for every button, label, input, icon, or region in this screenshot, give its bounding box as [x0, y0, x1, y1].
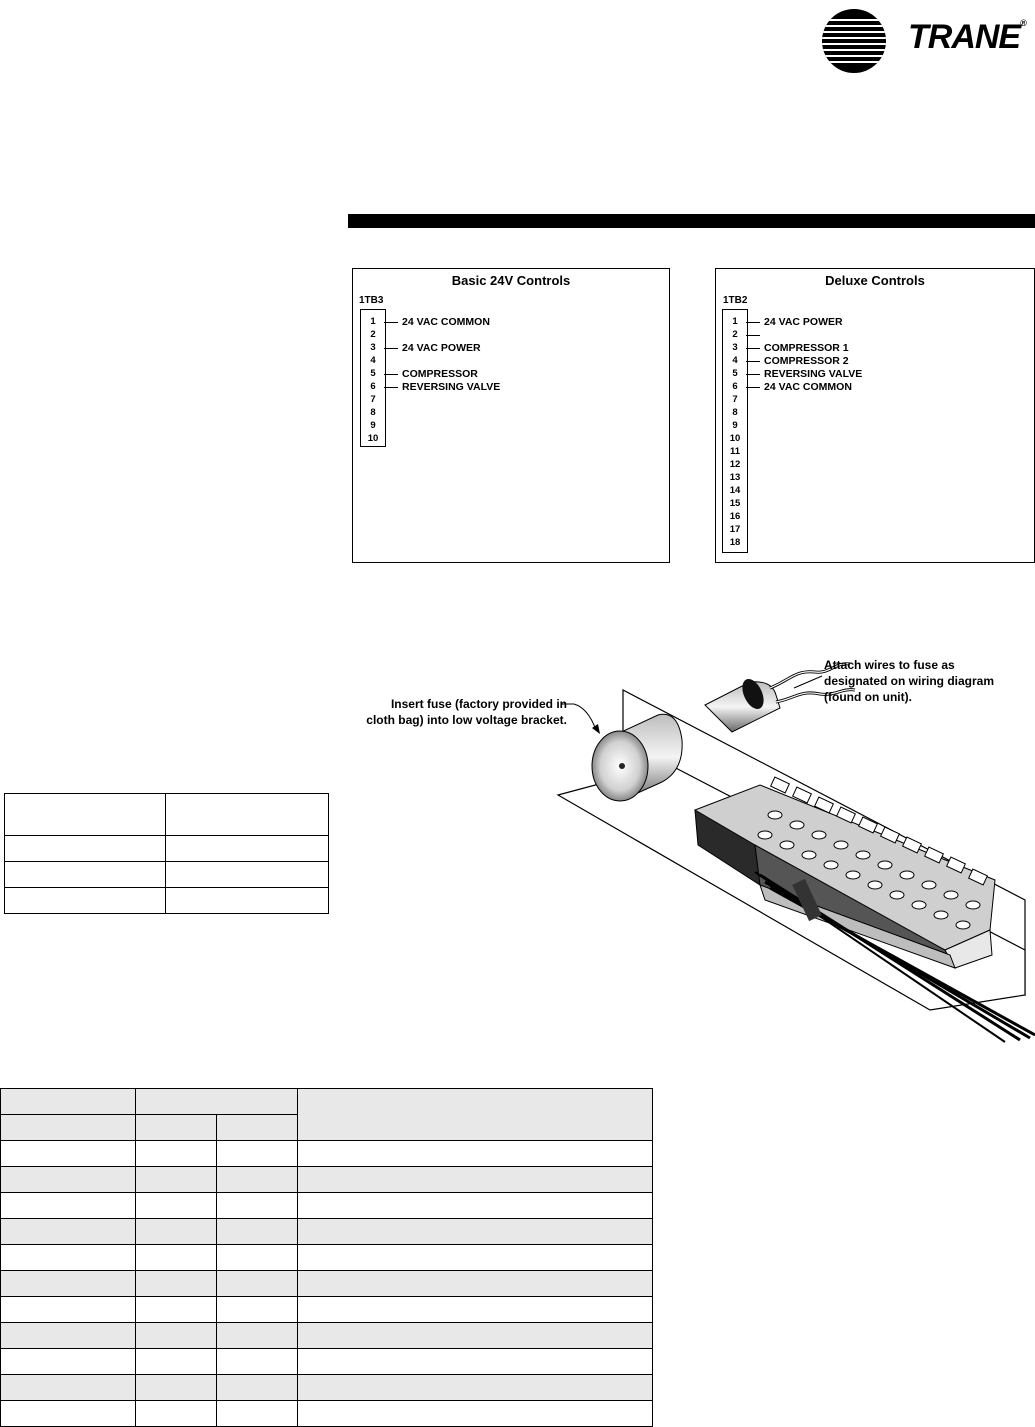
large-table-cell	[136, 1401, 217, 1427]
large-table-cell	[1, 1297, 136, 1323]
basic-terminal-block-label: 1TB3	[359, 295, 384, 306]
terminal-lead-line	[746, 322, 760, 323]
large-table-cell	[298, 1401, 653, 1427]
terminal-number: 7	[732, 394, 738, 405]
terminal-number: 6	[732, 381, 738, 392]
brand-name: TRANE®	[908, 18, 1026, 56]
large-table-cell	[1, 1193, 136, 1219]
terminal-number: 3	[370, 342, 376, 353]
terminal-connection-label: COMPRESSOR 1	[764, 342, 849, 354]
small-table-cell	[5, 888, 166, 914]
terminal-number: 8	[732, 407, 738, 418]
terminal-number: 10	[729, 433, 741, 444]
terminal-number: 6	[370, 381, 376, 392]
large-table-header-cell	[136, 1115, 217, 1141]
terminal-lead-line	[746, 335, 760, 336]
large-table	[0, 1088, 653, 1427]
terminal-number: 12	[729, 459, 741, 470]
large-table-cell	[1, 1375, 136, 1401]
small-table-cell	[166, 836, 329, 862]
large-table-cell	[217, 1375, 298, 1401]
large-table-cell	[136, 1297, 217, 1323]
large-table-cell	[298, 1271, 653, 1297]
large-table-cell	[217, 1193, 298, 1219]
deluxe-panel-title: Deluxe Controls	[825, 273, 925, 288]
terminal-lead-line	[384, 387, 398, 388]
attach-wires-callout: Attach wires to fuse as designated on wiring diagram (found on unit).	[824, 658, 995, 704]
large-table-cell	[136, 1141, 217, 1167]
terminal-lead-line	[384, 348, 398, 349]
terminal-number: 1	[732, 316, 738, 327]
large-table-cell	[298, 1141, 653, 1167]
deluxe-terminal-block-label: 1TB2	[723, 295, 748, 306]
terminal-number: 3	[732, 342, 738, 353]
basic-panel-title: Basic 24V Controls	[451, 273, 571, 288]
fuse-bracket-illustration	[550, 650, 1035, 1050]
large-table-header-cell	[1, 1089, 136, 1115]
large-table-cell	[217, 1349, 298, 1375]
large-table-cell	[217, 1401, 298, 1427]
large-table-cell	[217, 1167, 298, 1193]
terminal-connection-label: COMPRESSOR	[402, 368, 478, 380]
terminal-lead-line	[746, 374, 760, 375]
terminal-number: 7	[370, 394, 376, 405]
terminal-lead-line	[384, 374, 398, 375]
terminal-number: 2	[732, 329, 738, 340]
large-table-cell	[217, 1219, 298, 1245]
terminal-lead-line	[746, 348, 760, 349]
terminal-connection-label: REVERSING VALVE	[764, 368, 863, 380]
large-table-header-cell	[1, 1115, 136, 1141]
terminal-number: 5	[370, 368, 376, 379]
large-table-cell	[298, 1193, 653, 1219]
large-table-cell	[136, 1219, 217, 1245]
basic-controls-panel	[352, 268, 670, 563]
large-table-cell	[1, 1141, 136, 1167]
large-table-header-cell	[217, 1115, 298, 1141]
small-table-cell	[5, 836, 166, 862]
large-table-cell	[1, 1323, 136, 1349]
terminal-lead-line	[746, 361, 760, 362]
large-table-cell	[136, 1167, 217, 1193]
terminal-number: 13	[729, 472, 741, 483]
large-table-cell	[1, 1349, 136, 1375]
small-table	[4, 793, 329, 914]
terminal-number: 4	[370, 355, 376, 366]
terminal-connection-label: 24 VAC COMMON	[402, 316, 490, 328]
large-table-cell	[1, 1271, 136, 1297]
terminal-number: 1	[370, 316, 376, 327]
small-table-cell	[166, 862, 329, 888]
large-table-header-cell	[136, 1089, 298, 1115]
terminal-connection-label: COMPRESSOR 2	[764, 355, 849, 367]
terminal-connection-label: 24 VAC POWER	[764, 316, 843, 328]
large-table-cell	[136, 1193, 217, 1219]
large-table-header-cell	[298, 1089, 653, 1141]
terminal-connection-label: REVERSING VALVE	[402, 381, 501, 393]
terminal-number: 10	[367, 433, 379, 444]
terminal-number: 14	[729, 485, 741, 496]
large-table-cell	[298, 1323, 653, 1349]
large-table-cell	[298, 1167, 653, 1193]
large-table-cell	[1, 1219, 136, 1245]
terminal-number: 8	[370, 407, 376, 418]
large-table-cell	[136, 1245, 217, 1271]
terminal-number: 18	[729, 537, 741, 548]
large-table-cell	[298, 1245, 653, 1271]
terminal-lead-line	[746, 387, 760, 388]
large-table-cell	[298, 1375, 653, 1401]
large-table-cell	[136, 1375, 217, 1401]
terminal-number: 5	[732, 368, 738, 379]
large-table-cell	[217, 1323, 298, 1349]
large-table-cell	[136, 1349, 217, 1375]
large-table-cell	[1, 1245, 136, 1271]
terminal-connection-label: 24 VAC POWER	[402, 342, 481, 354]
small-table-cell	[5, 794, 166, 836]
terminal-connection-label: 24 VAC COMMON	[764, 381, 852, 393]
terminal-number: 16	[729, 511, 741, 522]
attach-wires-leader	[790, 672, 830, 692]
large-table-cell	[217, 1297, 298, 1323]
insert-fuse-arrow	[560, 700, 610, 740]
terminal-number: 9	[732, 420, 738, 431]
terminal-number: 11	[729, 446, 741, 457]
small-table-cell	[5, 862, 166, 888]
large-table-cell	[298, 1349, 653, 1375]
section-rule	[348, 214, 1035, 228]
large-table-cell	[136, 1323, 217, 1349]
small-table-cell	[166, 888, 329, 914]
deluxe-controls-panel	[715, 268, 1035, 563]
large-table-cell	[217, 1245, 298, 1271]
terminal-number: 2	[370, 329, 376, 340]
large-table-cell	[298, 1219, 653, 1245]
large-table-cell	[1, 1167, 136, 1193]
terminal-lead-line	[384, 322, 398, 323]
large-table-cell	[217, 1141, 298, 1167]
terminal-number: 17	[729, 524, 741, 535]
large-table-cell	[1, 1401, 136, 1427]
large-table-cell	[136, 1271, 217, 1297]
terminal-number: 4	[732, 355, 738, 366]
large-table-cell	[298, 1297, 653, 1323]
large-table-cell	[217, 1271, 298, 1297]
terminal-number: 9	[370, 420, 376, 431]
insert-fuse-callout: Insert fuse (factory provided in cloth bag) into low voltage bracket.	[366, 697, 567, 727]
small-table-cell	[166, 794, 329, 836]
terminal-number: 15	[729, 498, 741, 509]
